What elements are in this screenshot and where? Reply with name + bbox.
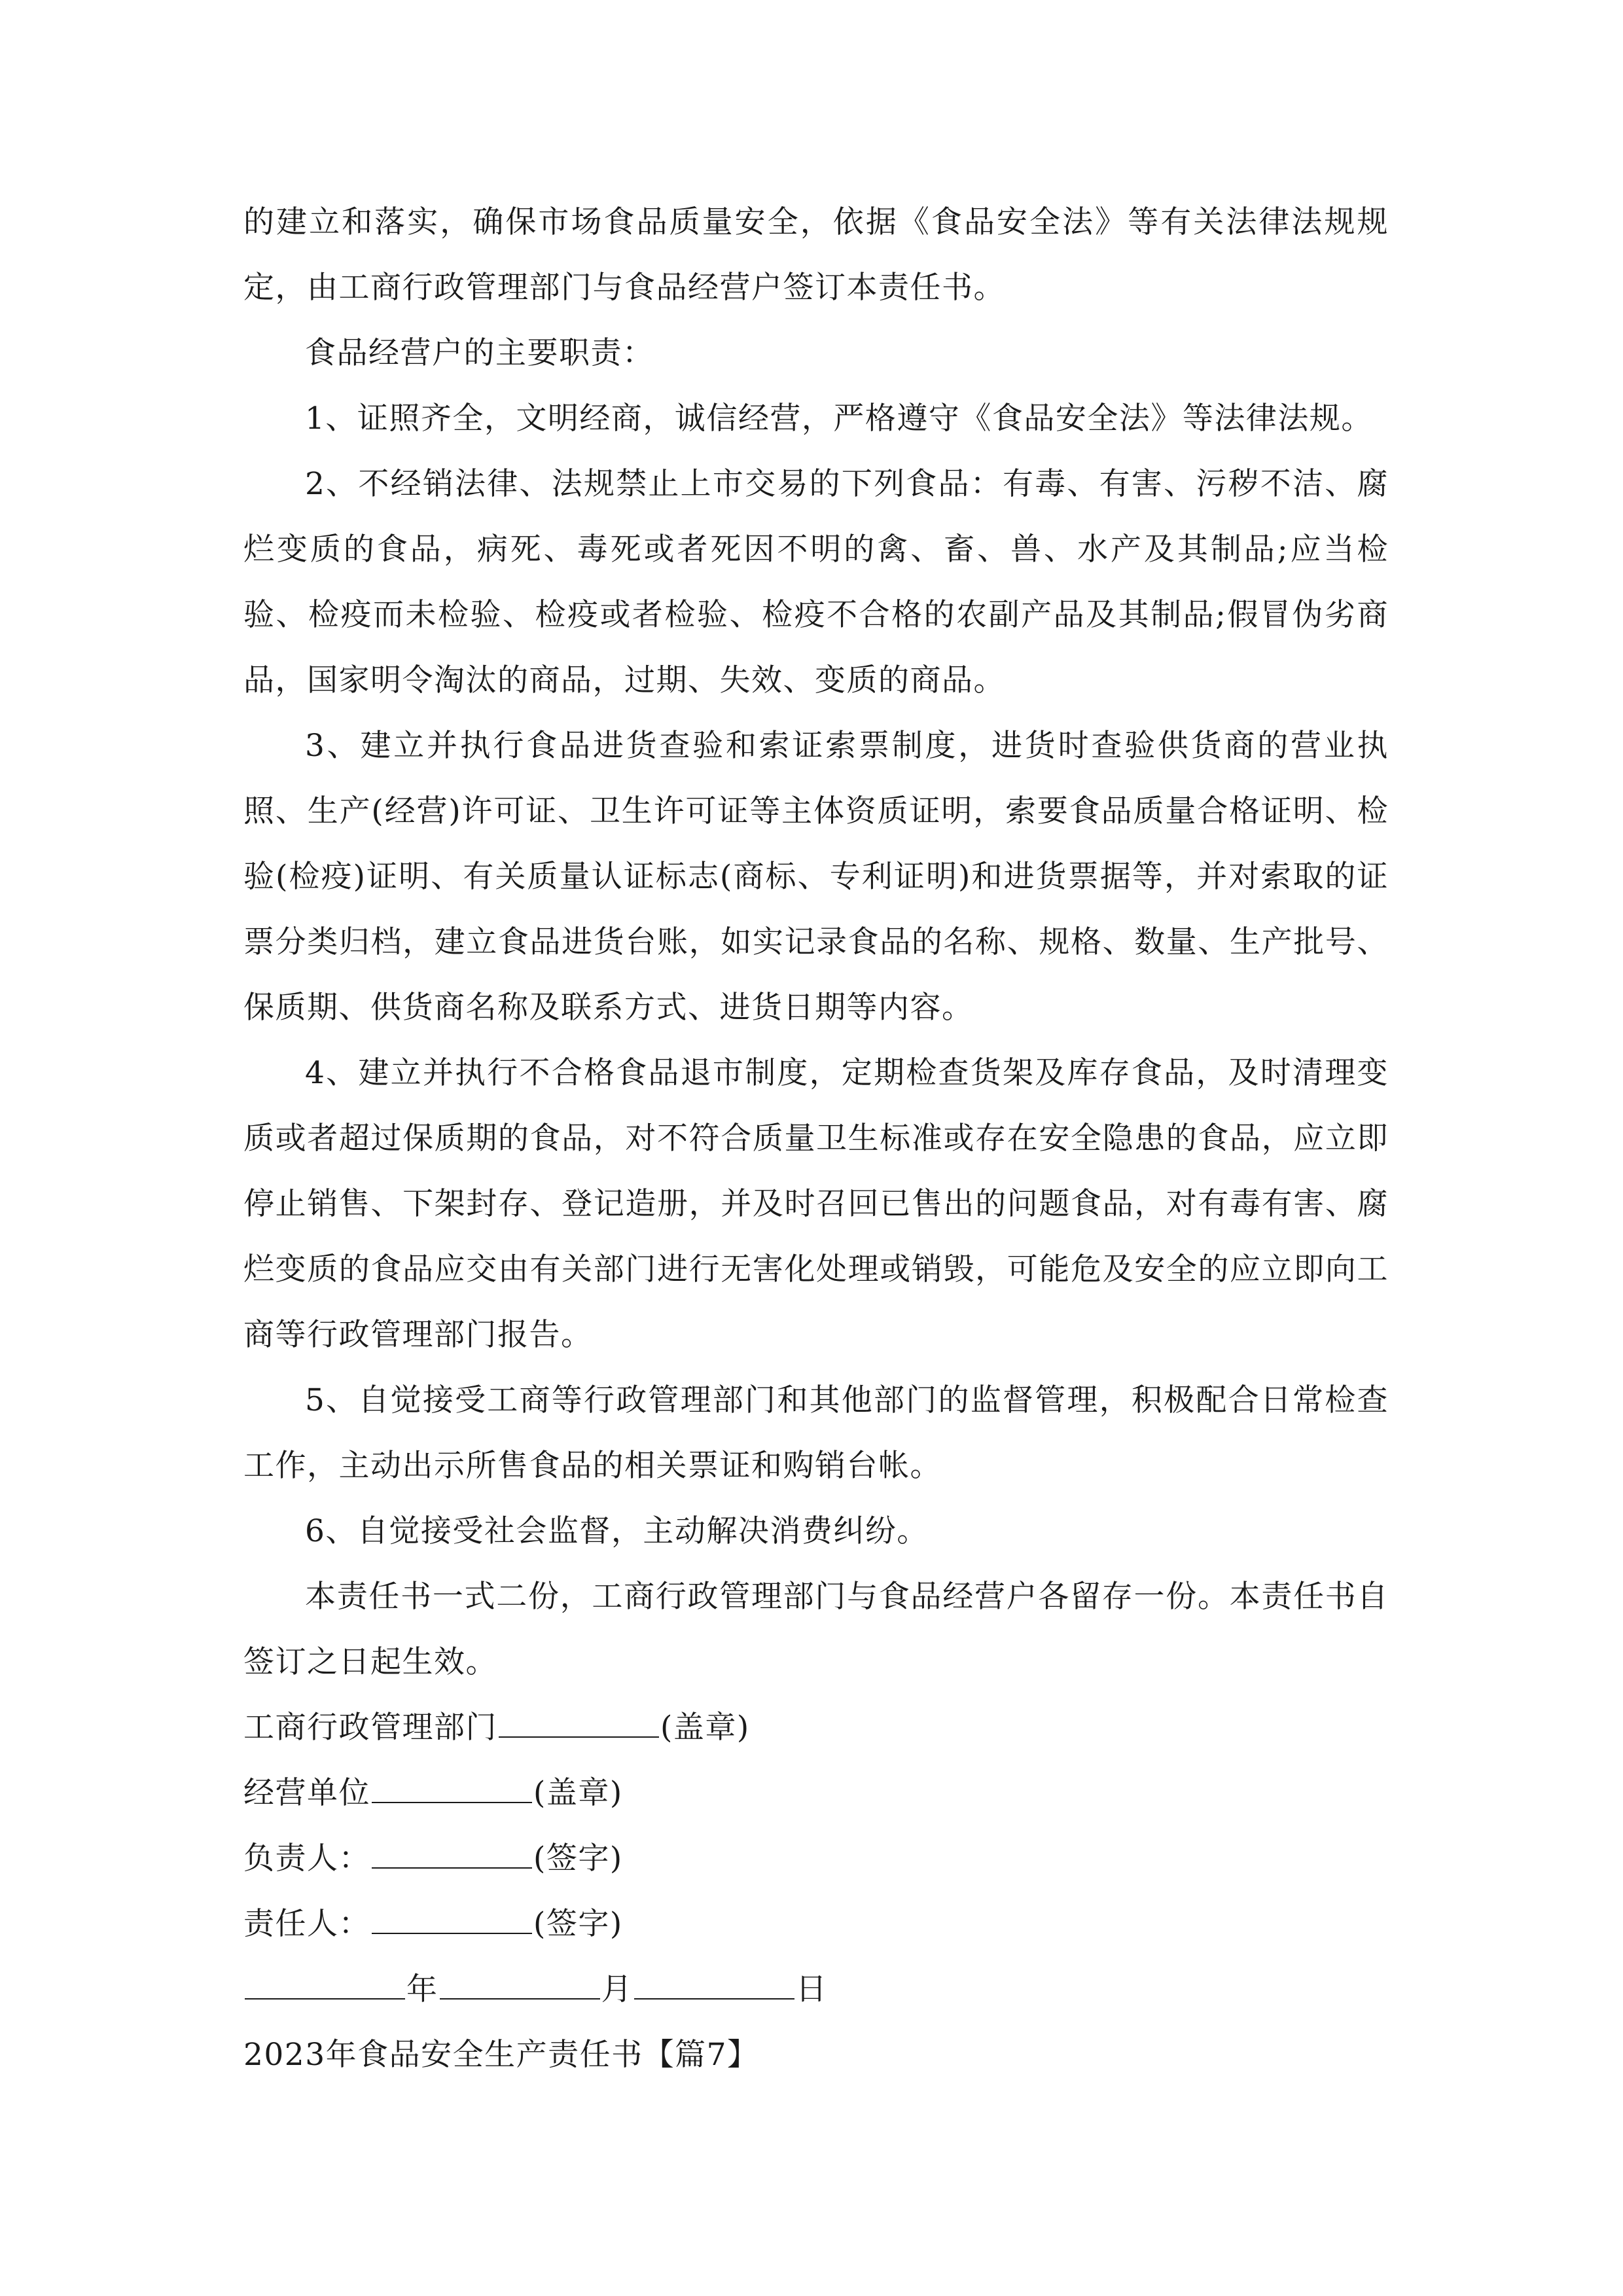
- date-blank-year: [245, 1973, 405, 2000]
- signature-suffix-head: (签字): [533, 1840, 623, 1876]
- signature-suffix-business-unit: (盖章): [533, 1775, 623, 1811]
- signature-label-responsible: 责任人：: [243, 1906, 370, 1942]
- signature-line-head: [243, 1826, 1389, 1892]
- signature-suffix-responsible: (签字): [533, 1906, 623, 1942]
- paragraph-effectiveness: 本责任书一式二份，工商行政管理部门与食品经营户各留存一份。本责任书自签订之日起生效。: [243, 1579, 1389, 1680]
- signature-label-business-unit: 经营单位: [243, 1775, 370, 1811]
- paragraph-duty-1: 1、证照齐全，文明经商，诚信经营，严格遵守《食品安全法》等法律法规。: [305, 401, 1373, 437]
- date-label-day: 日: [796, 1971, 828, 2007]
- signature-line-department: [243, 1695, 1389, 1761]
- paragraph-duty-6: 6、自觉接受社会监督，主动解决消费纠纷。: [305, 1513, 929, 1549]
- signature-suffix-department: (盖章): [660, 1710, 750, 1746]
- paragraph-duties-heading: 食品经营户的主要职责：: [305, 335, 654, 371]
- signature-blank-responsible: [372, 1908, 532, 1934]
- paragraph-duty-3: 3、建立并执行食品进货查验和索证索票制度，进货时查验供货商的营业执照、生产(经营)许可证、卫生许可证等主体资质证明，索要食品质量合格证明、检验(检疫)证明、有关质量认证标志(商标、专利证明)和进货票据等，并对索取的证票分类归档，建立食品进货台账，如实记录食品的名称、规格、数量、生产批号、保质期、供货商名称及联系方式、进货日期等内容。: [243, 728, 1389, 1026]
- signature-line-responsible: [243, 1892, 1389, 1957]
- paragraph-intro-continuation: 的建立和落实，确保市场食品质量安全，依据《食品安全法》等有关法律法规规定，由工商行政管理部门与食品经营户签订本责任书。: [243, 204, 1389, 306]
- paragraph-duty-5: 5、自觉接受工商等行政管理部门和其他部门的监督管理，积极配合日常检查工作，主动出示所售食品的相关票证和购销台帐。: [243, 1382, 1389, 1484]
- date-label-month: 月: [601, 1971, 633, 2007]
- signature-label-department: 工商行政管理部门: [243, 1710, 497, 1746]
- signature-blank-department: [499, 1712, 659, 1738]
- date-line: [243, 1957, 1389, 2022]
- next-section-title: 2023年食品安全生产责任书【篇7】: [243, 2037, 759, 2073]
- paragraph-duty-4: 4、建立并执行不合格食品退市制度，定期检查货架及库存食品，及时清理变质或者超过保质期的食品，对不符合质量卫生标准或存在安全隐患的食品，应立即停止销售、下架封存、登记造册，并及时召回已售出的问题食品，对有毒有害、腐烂变质的食品应交由有关部门进行无害化处理或销毁，可能危及安全的应立即向工商等行政管理部门报告。: [243, 1055, 1389, 1353]
- paragraph-duty-2: 2、不经销法律、法规禁止上市交易的下列食品：有毒、有害、污秽不洁、腐烂变质的食品，病死、毒死或者死因不明的禽、畜、兽、水产及其制品;应当检验、检疫而未检验、检疫或者检验、检疫不合格的农副产品及其制品;假冒伪劣商品，国家明令淘汰的商品，过期、失效、变质的商品。: [243, 466, 1389, 698]
- date-label-year: 年: [406, 1971, 438, 2007]
- signature-blank-business-unit: [372, 1777, 532, 1803]
- signature-label-head: 负责人：: [243, 1840, 370, 1876]
- document-body: [243, 190, 1389, 2088]
- signature-line-business-unit: [243, 1761, 1389, 1826]
- date-blank-month: [440, 1973, 600, 2000]
- signature-blank-head: [372, 1842, 532, 1869]
- date-blank-day: [634, 1973, 794, 2000]
